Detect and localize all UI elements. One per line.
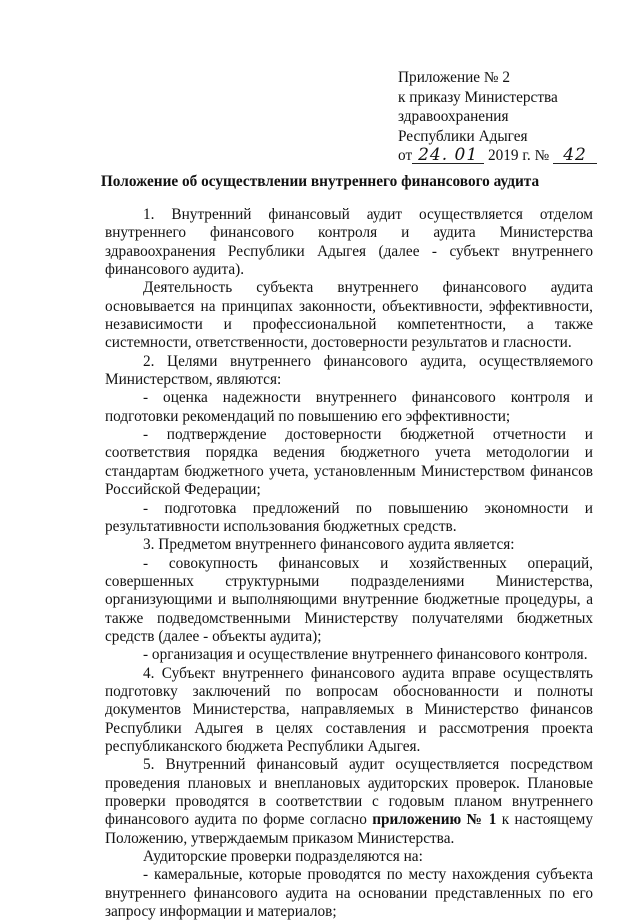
paragraph-11-text-start: 5. Внутренний финансовый аудит осуществляется посредством проведения плановых и внеплановых аудиторских проверок. Плановые проверки проводятся в соответствии с годовым планом внутреннего финансового аудита по форме согласно <box>105 756 593 829</box>
document-body <box>105 206 593 921</box>
annex-header <box>398 68 628 166</box>
handwritten-date: 24. 01 <box>412 147 484 164</box>
annex-line-2: к приказу Министерства <box>398 88 558 106</box>
paragraph-9: - организация и осуществление внутреннего финансового контроля. <box>143 646 588 664</box>
paragraph-11-text-end: к настоящему Положению, утверждаемым приказом Министерства. <box>105 811 593 847</box>
annex-line-3: здравоохранения <box>398 108 509 125</box>
paragraph-13: - камеральные, которые проводятся по месту нахождения субъекта внутреннего финансового аудита на основании представленных по его запросу информации и материалов; <box>105 866 593 921</box>
annex-line-4: Республики Адыгея <box>398 127 528 145</box>
annex-date-line <box>398 146 628 166</box>
paragraph-12: Аудиторские проверки подразделяются на: <box>143 848 423 866</box>
paragraph-7: 3. Предметом внутреннего финансового аудита является: <box>143 536 515 554</box>
annex-line-1: Приложение № 2 <box>398 69 510 86</box>
paragraph-2: Деятельность субъекта внутреннего финансового аудита основывается на принципах законности, объективности, эффективности, независимости и профессиональной компетентности, а также системности, ответственности, достоверности результатов и гласности. <box>105 279 593 352</box>
paragraph-8: - совокупность финансовых и хозяйственных операций, совершенных структурными подразделениями Министерства, организующими и выполняющими внутренние бюджетные процедуры, а также подведомственными Министерству получателями бюджетных средств (далее - объекты аудита); <box>105 554 593 645</box>
paragraph-1: 1. Внутренний финансовый аудит осуществляется отделом внутреннего финансового контроля и аудита Министерства здравоохранения Республики Адыгея (далее - субъект внутреннего финансового аудита). <box>105 206 593 279</box>
date-prefix: от <box>398 147 413 164</box>
paragraph-10: 4. Субъект внутреннего финансового аудита вправе осуществлять подготовку заключений по вопросам обоснованности и полноты документов Министерства, направляемых в Министерство финансов Республики Адыгея в целях составления и рассмотрения проекта республиканского бюджета Республики Адыгея. <box>105 664 593 755</box>
paragraph-5: - подтверждение достоверности бюджетной отчетности и соответствия порядка ведения бюджетного учета методологии и стандартам бюджетного учета, установленным Министерством финансов Российской Федерации; <box>105 426 593 499</box>
paragraph-4: - оценка надежности внутреннего финансового контроля и подготовки рекомендаций по повышению его эффективности; <box>105 389 593 425</box>
paragraph-11 <box>105 756 593 848</box>
paragraph-3: 2. Целями внутреннего финансового аудита, осуществляемого Министерством, являются: <box>105 352 593 389</box>
paragraph-6: - подготовка предложений по повышению экономности и результативности использования бюджетных средств. <box>105 499 593 535</box>
handwritten-order-number: 42 <box>553 147 597 164</box>
year-text: 2019 г. № <box>487 147 550 164</box>
appendix-reference: приложению № 1 <box>372 811 497 829</box>
document-title: Положение об осуществлении внутреннего финансового аудита <box>100 173 540 190</box>
